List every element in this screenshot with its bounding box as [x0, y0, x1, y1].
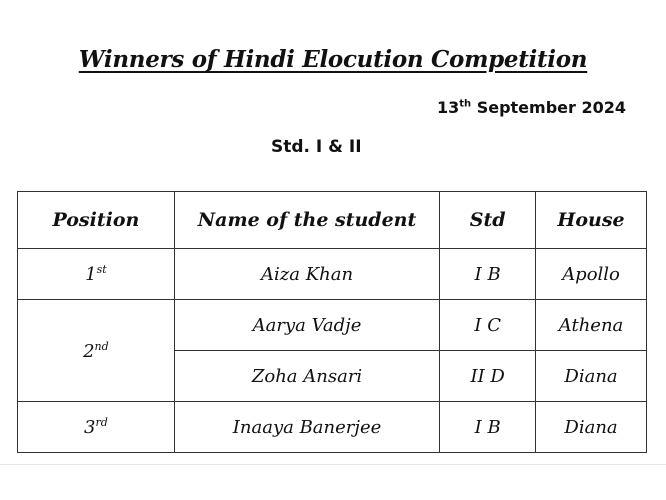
header-student-name: Name of the student — [174, 192, 439, 249]
header-std: Std — [440, 192, 536, 249]
position-suffix: rd — [95, 416, 108, 429]
position-cell — [18, 249, 175, 300]
student-name-cell: Zoha Ansari — [174, 351, 439, 402]
position-number: 2 — [83, 340, 95, 362]
position-cell — [18, 300, 175, 402]
header-house: House — [536, 192, 647, 249]
house-cell: Apollo — [536, 249, 647, 300]
student-name-cell: Inaaya Banerjee — [174, 402, 439, 453]
std-cell: I B — [440, 402, 536, 453]
document-date — [437, 98, 626, 117]
winners-table — [17, 191, 647, 453]
table-row — [18, 249, 647, 300]
table-row — [18, 402, 647, 453]
section-heading: Std. I & II — [271, 137, 362, 157]
position-suffix: st — [96, 263, 107, 276]
student-name-cell: Aarya Vadje — [174, 300, 439, 351]
position-number: 1 — [85, 264, 97, 285]
table-header-row — [18, 192, 647, 249]
student-name-cell: Aiza Khan — [174, 249, 439, 300]
date-day: 13 — [436, 98, 460, 117]
position-suffix: nd — [94, 339, 109, 353]
house-cell: Diana — [536, 351, 647, 402]
date-month-year: September 2024 — [476, 98, 626, 117]
position-number: 3 — [84, 417, 96, 438]
house-cell: Diana — [536, 402, 647, 453]
std-cell: I B — [440, 249, 536, 300]
date-day-suffix: th — [459, 98, 472, 110]
position-cell — [18, 402, 175, 453]
header-position: Position — [18, 192, 175, 249]
std-cell: II D — [440, 351, 536, 402]
page-bottom-divider — [0, 464, 666, 465]
table-row — [18, 300, 647, 351]
std-cell: I C — [440, 300, 536, 351]
document-title: Winners of Hindi Elocution Competition — [78, 46, 588, 73]
house-cell: Athena — [536, 300, 647, 351]
